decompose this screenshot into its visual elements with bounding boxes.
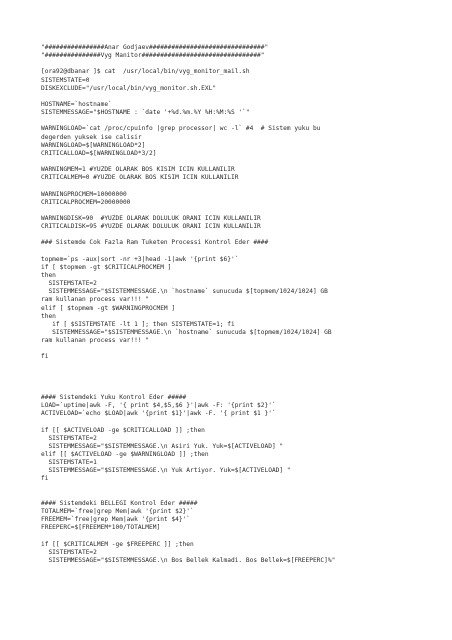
code-line: ram kullanan process var!!! " [41,337,150,345]
code-line: ram kullanan process var!!! " [41,296,150,304]
code-line: #### Sistemdeki BELLEGI Kontrol Eder ##### [41,499,198,507]
code-line [41,248,441,256]
code-line: WARNINGMEM=1 #YUZDE OLARAK BOS KISIM ICIN KULLANILIR [41,166,235,174]
code-line: if [ $topmem -gt $CRITICALPROCMEM ] [41,263,172,271]
code-line: LOAD=`uptime|awk -F, '{ print $4,$5,$6 }'|awk -F: '{print $2}'` [41,402,276,410]
code-line: if [[ $CRITICALMEM -ge $FREEPERC ]] ;then [41,540,194,548]
code-line: CRITICALPROCMEM=20000000 [41,198,131,206]
code-line: DISKEXCLUDE="/usr/local/bin/vyg_monitor.sh.EXL" [41,84,217,92]
code-line: elif [[ $ACTIVELOAD -ge $WARNINGLOAD ]] ;then [41,451,209,459]
code-line: then [41,312,56,320]
code-line: HOSTNAME=`hostname` [41,100,112,108]
code-line: SISTEMSTATE=2 [41,434,97,442]
code-line [41,484,441,492]
code-line: FREEPERC=$[FREEMEM*100/TOTALMEM] [41,524,161,532]
code-line: WARNINGPROCMEM=10000000 [41,190,127,198]
code-line [41,60,441,68]
code-line: CRITICALDISK=95 #YUZDE OLARAK DOLULUK ORANI ICIN KULLANILIR [41,223,261,231]
code-line: #### Sistemdeki Yuku Kontrol Eder ##### [41,394,187,402]
code-line: WARNINGDISK=90 #YUZDE OLARAK DOLULUK ORANI ICIN KULLANILIR [41,214,261,222]
code-line: if [ $SISTEMSTATE -lt 1 ]; then SISTEMSTATE=1; fi [41,320,235,328]
code-line: ACTIVELOAD=`echo $LOAD|awk '{print $1}'|awk -F. '{ print $1 }'` [41,410,276,418]
code-line [41,532,441,540]
code-line: SISTEMSTATE=1 [41,459,97,467]
code-line: SISTEMSTATE=2 [41,548,97,556]
code-line: then [41,271,56,279]
code-line: SISTEMSTATE=2 [41,280,97,288]
code-line: ### Sistemde Cok Fazla Ram Tuketen Processi Kontrol Eder #### [41,239,269,247]
code-line [41,231,441,239]
code-line: degerden yuksek ise calisir [41,133,142,141]
code-line: SISTEMMESSAGE="$SISTEMMESSAGE.\n Yuk Artiyor. Yuk=$[ACTIVELOAD] " [41,467,291,475]
code-line [41,361,441,369]
code-line: fi [41,353,49,361]
code-line [41,492,441,500]
code-line: SISTEMSTATE=0 [41,76,90,84]
code-line: SISTEMMESSAGE="$HOSTNAME : `date '+%d.%m.%Y %H:%M:%S '`" [41,109,250,117]
code-line: FREEMEM=`free|grep Mem|awk '{print $4}'` [41,516,191,524]
code-line: elif [ $topmem -gt $WARNINGPROCMEM ] [41,304,176,312]
code-line: fi [41,475,49,483]
code-line: CRITICALLOAD=$[WARNINGLOAD*3/2] [41,149,157,157]
code-line: [ora92@dbanar ]$ cat /usr/local/bin/vyg_monitor_mail.sh [41,68,250,76]
code-line: SISTEMMESSAGE="$SISTEMMESSAGE.\n `hostname` sunucuda $[topmem/1024/1024] GB [41,288,328,296]
script-listing [41,44,441,565]
code-line: WARNINGLOAD=`cat /proc/cpuinfo |grep processor| wc -l` #4 # Sistem yuku bu [41,125,321,133]
code-line [41,207,441,215]
code-line [41,93,441,101]
code-line: TOTALMEM=`free|grep Mem|awk '{print $2}'` [41,508,194,516]
code-line: SISTEMMESSAGE="$SISTEMMESSAGE.\n `hostname` sunucuda $[topmem/1024/1024] GB [41,328,332,336]
code-line: topmem=`ps -aux|sort -nr +3|head -1|awk '{print $6}'` [41,255,239,263]
code-line: if [[ $ACTIVELOAD -ge $CRITICALLOAD ]] ;then [41,426,205,434]
code-line [41,345,441,353]
code-line: CRITICALMEM=0 #YUZDE OLARAK BOS KISIM ICIN KULLANILIR [41,174,239,182]
code-line: "################Anar Godjaev###############################" [41,44,269,51]
code-line [41,418,441,426]
code-line [41,386,441,394]
code-line: SISTEMMESSAGE="$SISTEMMESSAGE.\n Asiri Yuk. Yuk=$[ACTIVELOAD] " [41,442,284,450]
code-line [41,378,441,386]
code-line [41,182,441,190]
code-line: SISTEMMESSAGE="$SISTEMMESSAGE.\n Bos Bellek Kalmadi. Bos Bellek=$[FREEPERC]%" [41,556,336,564]
code-line [41,370,441,378]
code-line [41,158,441,166]
code-line: "###############Vyg Manitor################################" [41,52,265,60]
code-line: WARNINGLOAD=$[WARNINGLOAD*2] [41,141,146,149]
